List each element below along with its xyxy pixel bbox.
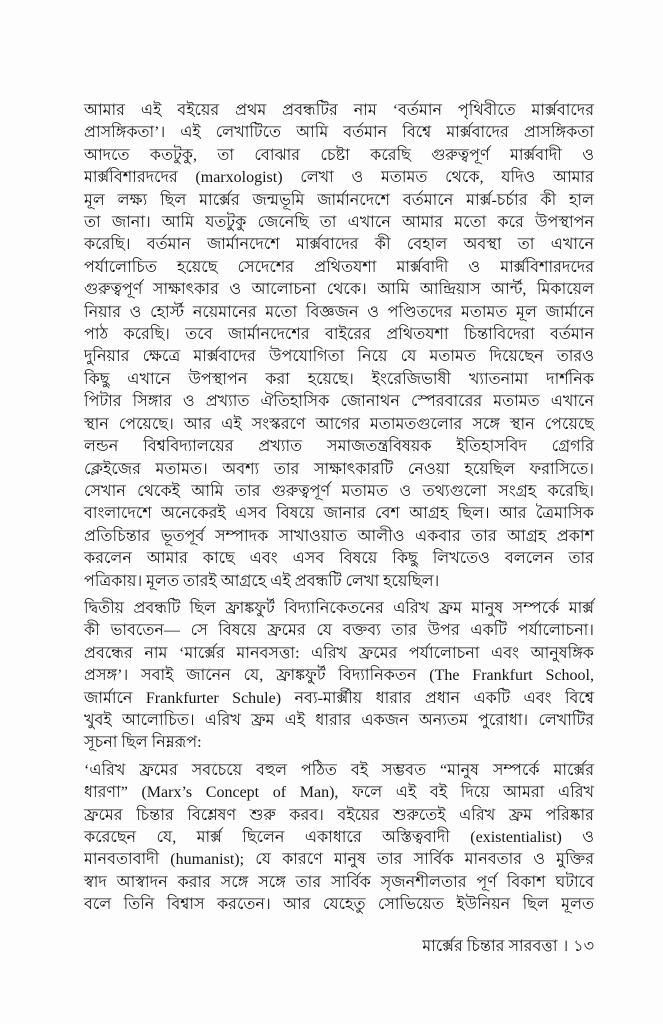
text-line: প্রাসঙ্গিকতা’। এই লেখাটিতে আমি বর্তমান বিশ্বে মার্ক্সবাদের প্রাসঙ্গিকতা xyxy=(84,124,594,142)
text-line: মূল লক্ষ্য ছিল মার্ক্সের জন্মভূমি জার্মানদেশে বর্তমানে মার্ক্স-চর্চার কী হাল xyxy=(84,191,594,209)
text-line: বাংলাদেশে অনেকেরই এসব বিষয়ে জানার বেশ আগ্রহ ছিল। আর ত্রৈমাসিক xyxy=(84,505,594,523)
text-line: খুবই আলোচিত। এরিখ ফ্রম এই ধারার একজন অন্যতম পুরোধা। লেখাটির xyxy=(84,711,594,729)
paragraph-2 xyxy=(84,598,594,755)
paragraph-3-quote xyxy=(84,760,594,917)
text-line: প্রবন্ধের নাম ‘মার্ক্সের মানবসত্তা: এরিখ ফ্রমের পর্যালোচনা এবং আনুষঙ্গিক xyxy=(84,644,594,662)
text-line: মার্ক্সবিশারদদের (marxologist) লেখা ও মতামত থেকে, যদিও আমার xyxy=(84,169,594,187)
text-line: কিছু এখানে উপস্থাপন করা হয়েছে। ইংরেজিভাষী খ্যাতনামা দার্শনিক xyxy=(84,370,594,388)
text-line: সেখান থেকেই আমি তার গুরুত্বপূর্ণ মতামত ও তথ্যগুলো সংগ্রহ করেছি। xyxy=(84,482,594,500)
text-line: সূচনা ছিল নিম্নরূপ: xyxy=(84,734,202,752)
text-line: জার্মানে Frankfurter Schule) নব্য-মার্ক্সীয় ধারার প্রধান একটি এবং বিশ্বে xyxy=(84,689,594,707)
text-line: আমার এই বইয়ের প্রথম প্রবন্ধটির নাম ‘বর্তমান পৃথিবীতে মার্ক্সবাদের xyxy=(84,102,594,119)
paragraph-1 xyxy=(84,100,594,593)
text-line: স্বাদ আস্বাদন করার সঙ্গে সঙ্গে তার সার্বিক সৃজনশীলতার পূর্ণ বিকাশ ঘটাবে xyxy=(84,873,594,891)
text-line: ক্লেইজের মতামত। অবশ্য তার সাক্ষাৎকারটি নেওয়া হয়েছিল ফরাসিতে। xyxy=(84,460,594,478)
text-line: দুনিয়ার ক্ষেত্রে মার্ক্সবাদের উপযোগিতা নিয়ে যে মতামত দিয়েছেন তারও xyxy=(84,348,594,366)
text-line: নিয়ার ও হোর্স্ট নয়েমানের মতো বিজ্ঞজন ও পণ্ডিতদের মতামত মূল জার্মানে xyxy=(84,303,594,321)
text-line: ধারণা” (Marx’s Concept of Man), ফলে এই বই দিয়ে আমরা এরিখ xyxy=(84,784,594,802)
text-line: লন্ডন বিশ্ববিদ্যালয়ের প্রখ্যাত সমাজতন্ত্রবিষয়ক ইতিহাসবিদ গ্রেগরি xyxy=(84,438,594,456)
text-line: পাঠ করেছি। তবে জার্মানদেশের বাইরের প্রথিতযশা চিন্তাবিদেরা বর্তমান xyxy=(84,326,594,344)
text-line: দ্বিতীয় প্রবন্ধটি ছিল ফ্রাঙ্কফুর্ট বিদ্যানিকেতনের এরিখ ফ্রম মানুষ সম্পর্কে মার্ক্স xyxy=(84,599,594,617)
text-line: করলেন আমার কাছে এবং এসব বিষয়ে কিছু লিখতেও বললেন তার xyxy=(84,550,594,568)
running-title: মার্ক্সের চিন্তার সারবত্তা xyxy=(422,938,558,955)
text-line: পিটার সিঙ্গার ও প্রখ্যাত ঐতিহাসিক জোনাথন স্পেরবারের মতামত এখানে xyxy=(84,393,594,411)
text-line: পত্রিকায়। মূলত তারই আগ্রহে এই প্রবন্ধটি লেখা হয়েছিল। xyxy=(84,572,440,590)
page-number: ১৩ xyxy=(573,938,594,955)
text-line: পর্যালোচিত হয়েছে সেদেশের প্রথিতযশা মার্ক্সবাদী ও মার্ক্সবিশারদদের xyxy=(84,258,594,276)
text-line: কী ভাবতেন— সে বিষয়ে ফ্রমের যে বক্তব্য তার উপর একটি পর্যালোচনা। xyxy=(84,622,594,640)
text-line: প্রসঙ্গ’। সবাই জানেন যে, ফ্রাঙ্কফুর্ট বিদ্যানিকতন (The Frankfurt School, xyxy=(84,667,594,685)
page-footer xyxy=(422,936,594,958)
text-line: প্রতিচিন্তার ভূতপূর্ব সম্পাদক সাখাওয়াত আলীও একবার তার আগ্রহ প্রকাশ xyxy=(84,527,594,545)
text-line: বলে তিনি বিশ্বাস করতেন। আর যেহেতু সোভিয়েত ইউনিয়ন ছিল মূলত xyxy=(84,896,594,914)
text-line: স্থান পেয়েছে। আর এই সংস্করণে আগের মতামতগুলোর সঙ্গে স্থান পেয়েছে xyxy=(84,415,594,433)
text-line: ফ্রমের চিন্তার বিশ্লেষণ শুরু করব। বইয়ের শুরুতেই এরিখ ফ্রম পরিষ্কার xyxy=(84,806,594,824)
text-line: মানবতাবাদী (humanist); যে কারণে মানুষ তার সার্বিক মানবতার ও মুক্তির xyxy=(84,851,594,869)
text-line: গুরুত্বপূর্ণ সাক্ষাৎকার ও আলোচনা থেকে। আমি আন্দ্রিয়াস আর্ন্ট, মিকায়েল xyxy=(84,281,594,299)
text-line: ‘এরিখ ফ্রমের সবচেয়ে বহুল পঠিত বই সম্ভবত “মানুষ সম্পর্কে মার্ক্সের xyxy=(84,761,594,779)
text-line: করেছেন যে, মার্ক্স ছিলেন একাধারে অস্তিত্ববাদী (existentialist) ও xyxy=(84,829,594,846)
footer-separator: । xyxy=(562,938,569,955)
text-line: তা জানা। আমি যতটুকু জেনেছি তা এখানে আমার মতো করে উপস্থাপন xyxy=(84,214,594,232)
text-line: আদতে কতটুকু, তা বোঝার চেষ্টা করেছি গুরুত্বপূর্ণ মার্ক্সবাদী ও xyxy=(84,146,594,164)
text-line: করেছি। বর্তমান জার্মানদেশে মার্ক্সবাদের কী বেহাল অবস্থা তা এখানে xyxy=(84,236,594,254)
page-body xyxy=(84,100,594,917)
